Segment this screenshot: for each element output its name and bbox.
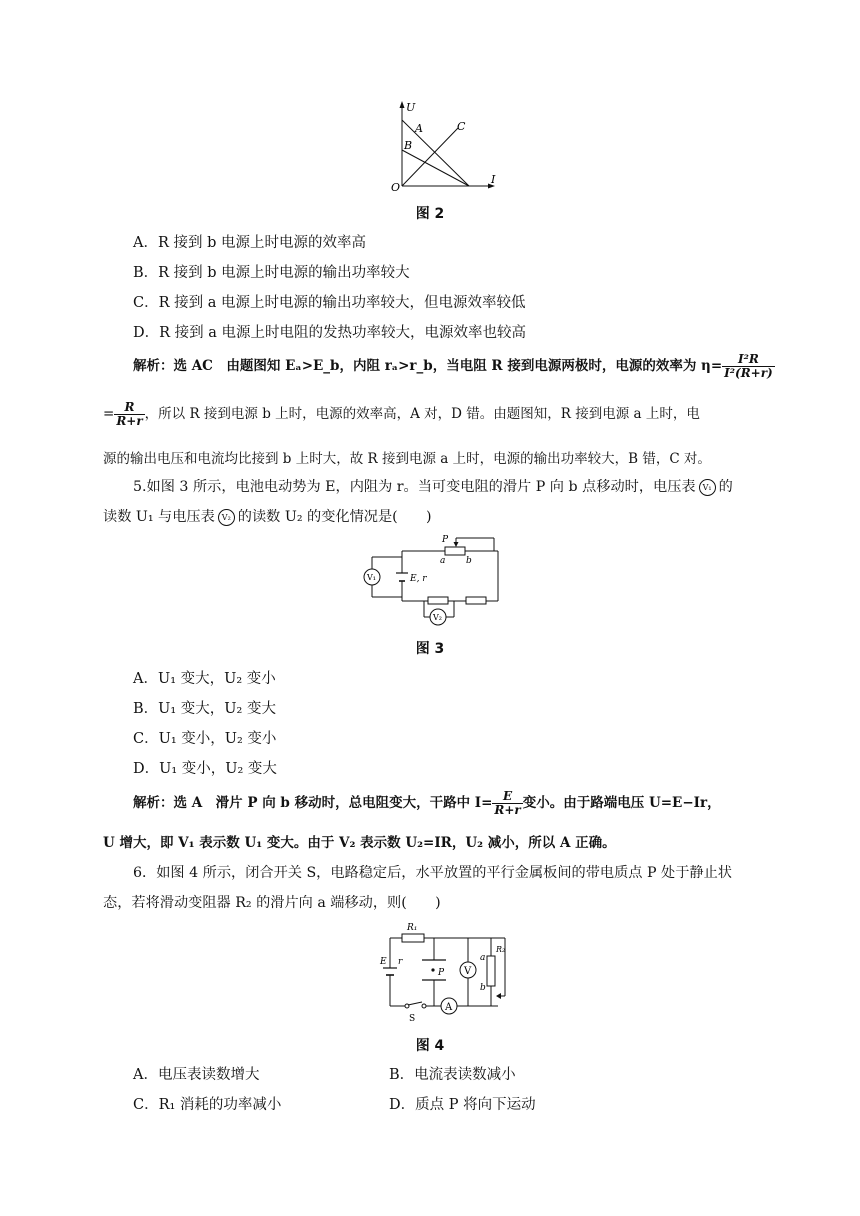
charged-particle-p [431, 968, 434, 971]
resistor-r1 [402, 934, 424, 942]
q5-analysis-line-2: U 增大，即 V₁ 表示数 U₁ 变大。由于 V₂ 表示数 U₂=IR，U₂ 减小，所以 A 正确。 [103, 835, 616, 851]
axis-i-label: I [491, 173, 496, 186]
q4-equals: = [103, 406, 115, 422]
q5-stem-line-2 [103, 507, 432, 527]
line-c-label: C [457, 120, 466, 133]
q5-current-fraction [492, 790, 522, 817]
switch-contact-right [422, 1004, 426, 1008]
v2-label: V₂ [433, 613, 442, 622]
figure-2-ui-graph [385, 98, 505, 196]
q5-v2-meter-symbol: V₂ [218, 509, 235, 526]
q6-option-c: C．R₁ 消耗的功率减小 [133, 1097, 282, 1113]
q4-analysis-line-1 [133, 353, 775, 380]
q4-option-d: D．R 接到 a 电源上时电阻的发热功率较大，电源效率也较高 [133, 325, 527, 341]
r2-label: R₂ [496, 945, 506, 954]
resistor-r0 [466, 597, 486, 604]
end-b-label: b [480, 983, 486, 993]
q6-stem-line-1: 6．如图 4 所示，闭合开关 S，电路稳定后，水平放置的平行金属板间的带电质点 P 处于静止状 [133, 865, 732, 881]
q5-option-c: C．U₁ 变小，U₂ 变小 [133, 731, 277, 747]
q6-stem-line-2: 态，若将滑动变阻器 R₂ 的滑片向 a 端移动，则( ) [103, 895, 441, 911]
rheostat-r2 [487, 956, 495, 986]
q4-analysis-text-1: 解析：选 AC 由题图知 Eₐ>E_b，内阻 rₐ>r_b，当电阻 R 接到电源两极时，电源的效率为 η= [133, 358, 723, 374]
q4-analysis-line-2 [103, 401, 700, 428]
switch-s-label: S [409, 1014, 416, 1024]
switch-s [408, 1002, 422, 1005]
q6-option-a: A．电压表读数增大 [133, 1067, 260, 1083]
particle-p-label: P [438, 968, 445, 978]
q4-ratio-numerator: R [114, 401, 144, 415]
variable-resistor [445, 547, 465, 555]
voltmeter-label: V [464, 966, 472, 977]
end-a-label: a [480, 953, 486, 963]
line-a-label: A [415, 122, 423, 135]
q4-option-c: C．R 接到 a 电源上时电源的输出功率较大，但电源效率较低 [133, 295, 526, 311]
q4-ratio-denominator: R+r [116, 414, 143, 428]
q5-stem-text-1-end: 的 [718, 479, 733, 495]
q4-eta-fraction [722, 353, 775, 380]
q4-analysis-text-2: ，所以 R 接到电源 b 上时，电源的效率高，A 对，D 错。由题图知，R 接到电源 a 上时，电 [144, 406, 700, 422]
q5-option-d: D．U₁ 变小，U₂ 变大 [133, 761, 277, 777]
q6-option-d: D．质点 P 将向下运动 [389, 1097, 536, 1113]
q5-analysis-line-1 [133, 790, 721, 817]
q5-stem-line-1 [133, 477, 733, 497]
origin-label: O [391, 181, 401, 194]
q5-current-denominator: R+r [494, 803, 521, 817]
line-b [402, 150, 469, 186]
figure-3-circuit [360, 533, 510, 633]
axis-u-label: U [406, 101, 416, 114]
r1-label: R₁ [407, 923, 418, 933]
r-label: r [398, 957, 403, 967]
q5-analysis-text-1-rest: 变小。由于路端电压 U=E−Ir， [522, 795, 721, 811]
q5-option-b: B．U₁ 变大，U₂ 变大 [133, 701, 276, 717]
battery-er-label: E, r [410, 574, 427, 584]
figure-2-caption: 图 2 [415, 206, 445, 222]
line-c [402, 128, 458, 186]
q4-option-b: B．R 接到 b 电源上时电源的输出功率较大 [133, 265, 410, 281]
q6-option-b: B．电流表读数减小 [389, 1067, 516, 1083]
slider-arrow [454, 542, 459, 547]
rheostat-slider [496, 993, 501, 999]
figure-4-caption: 图 4 [415, 1038, 445, 1054]
q5-stem-text-2: 读数 U₁ 与电压表 [103, 509, 215, 525]
q4-eta-numerator: I²R [722, 353, 775, 367]
q4-eta-denominator: I²(R+r) [724, 366, 773, 380]
q5-stem-text-1: 5.如图 3 所示，电池电动势为 E，内阻为 r。当可变电阻的滑片 P 向 b 点移动时，电压表 [133, 479, 696, 495]
q4-ratio-fraction [114, 401, 144, 428]
q5-stem-text-2-end: 的读数 U₂ 的变化情况是( ) [237, 509, 432, 525]
v1-label: V₁ [367, 573, 376, 582]
ammeter-label: A [445, 1002, 453, 1013]
figure-3-caption: 图 3 [415, 641, 445, 657]
q4-option-a: A．R 接到 b 电源上时电源的效率高 [133, 235, 366, 251]
q5-v1-meter-symbol: V₁ [699, 479, 716, 496]
line-b-label: B [404, 139, 413, 152]
q5-current-numerator: E [492, 790, 522, 804]
q4-analysis-line-3: 源的输出电压和电流均比接到 b 上时大，故 R 接到电源 a 上时，电源的输出功率较大，B 错，C 对。 [103, 451, 711, 467]
resistor-r [428, 597, 448, 604]
q5-analysis-text-1: 解析：选 A 滑片 P 向 b 移动时，总电阻变大，干路中 I= [133, 795, 493, 811]
q5-option-a: A．U₁ 变大，U₂ 变小 [133, 671, 276, 687]
figure-4-circuit [378, 920, 518, 1030]
end-b-label: b [466, 556, 472, 566]
e-label: E [380, 957, 387, 967]
end-a-label: a [440, 556, 446, 566]
slider-p-label: P [442, 535, 449, 545]
u-axis-arrow [400, 101, 405, 108]
